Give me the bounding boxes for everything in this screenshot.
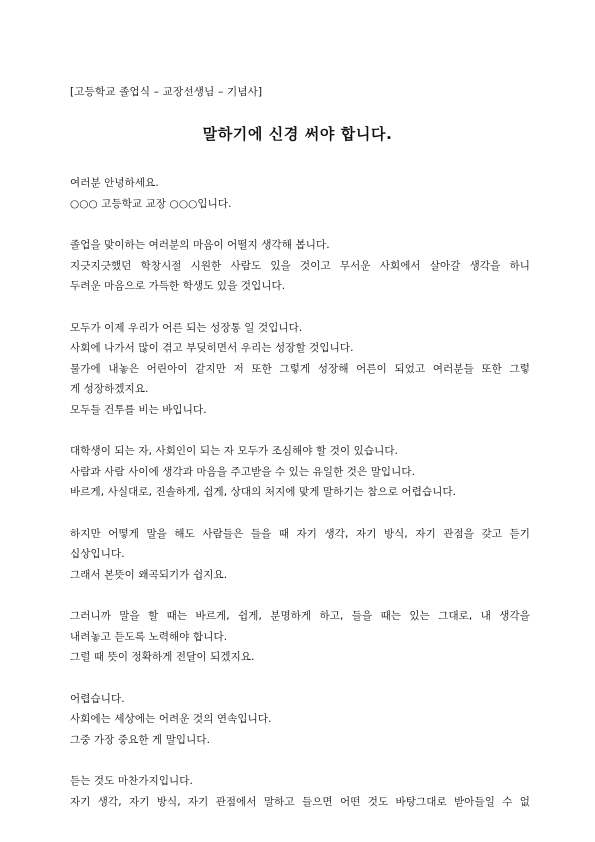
- paragraph-line: 물가에 내놓은 어린아이 같지만 저 또한 그렇게 성장해 어른이 되었고 여러분들 또한 그렇: [70, 362, 530, 375]
- paragraph: [70, 173, 530, 214]
- paragraph-line: 모두들 건투를 비는 바입니다.: [70, 403, 207, 416]
- paragraph-line: 두려운 마음으로 가득한 학생도 있을 것입니다.: [70, 280, 286, 292]
- paragraph-line: 지긋지긋했던 학창시절 시원한 사람도 있을 것이고 무서운 사회에서 살아갈 생각을 하니: [70, 259, 530, 272]
- document-body: [70, 173, 530, 833]
- paragraph-line: 모두가 이제 우리가 어른 되는 성장통 일 것입니다.: [70, 321, 303, 334]
- paragraph-line: 게 성장하겠지요.: [70, 383, 149, 395]
- paragraph: [70, 606, 530, 668]
- paragraph-line: 사회에는 세상에는 어려운 것의 연속입니다.: [70, 713, 272, 725]
- document-header-tag: [고등학교 졸업식 – 교장선생님 – 기념사]: [70, 86, 263, 98]
- paragraph-line: 그중 가장 중요한 게 말입니다.: [70, 733, 211, 746]
- paragraph-line: 대학생이 되는 자, 사회인이 되는 자 모두가 조심해야 할 것이 있습니다.: [70, 445, 399, 457]
- paragraph: [70, 441, 530, 503]
- paragraph: [70, 689, 530, 751]
- paragraph-line: 졸업을 맞이하는 여러분의 마음이 어떨지 생각해 봅니다.: [70, 239, 330, 251]
- paragraph-line: 듣는 것도 마찬가지입니다.: [70, 775, 193, 787]
- paragraph-line: ○○○ 고등학교 교장 ○○○입니다.: [70, 197, 232, 210]
- paragraph: [70, 524, 530, 586]
- paragraph-line: 어렵습니다.: [70, 692, 125, 705]
- paragraph: [70, 235, 530, 297]
- paragraph-line: 그럴 때 뜻이 정확하게 전달이 되겠지요.: [70, 651, 255, 663]
- paragraph-line: 그러니까 말을 할 때는 바르게, 쉽게, 분명하게 하고, 들을 때는 있는 그대로, 내 생각을: [70, 610, 530, 622]
- paragraph: [70, 318, 530, 421]
- paragraph-line: 하지만 어떻게 말을 해도 사람들은 들을 때 자기 생각, 자기 방식, 자기 관점을 갖고 듣기: [70, 527, 530, 540]
- paragraph-line: 내려놓고 듣도록 노력해야 합니다.: [70, 630, 228, 643]
- paragraph-line: 바르게, 사실대로, 진솔하게, 쉽게, 상대의 처지에 맞게 말하기는 참으로 어렵습니다.: [70, 486, 457, 498]
- paragraph-line: 자기 생각, 자기 방식, 자기 관점에서 말하고 들으면 어떤 것도 바탕그대로 받아들일 수 없: [70, 795, 530, 808]
- paragraph-line: 사회에 나가서 많이 겪고 부딪히면서 우리는 성장할 것입니다.: [70, 342, 354, 354]
- paragraph-line: 사람과 사람 사이에 생각과 마음을 주고받을 수 있는 유일한 것은 말입니다.: [70, 465, 416, 478]
- document-title: 말하기에 신경 써야 합니다.: [202, 125, 393, 143]
- paragraph-line: 십상입니다.: [70, 548, 125, 560]
- paragraph-line: 여러분 안녕하세요.: [70, 177, 159, 189]
- paragraph: [70, 771, 530, 812]
- paragraph-line: 그래서 본뜻이 왜곡되기가 쉽지요.: [70, 568, 228, 581]
